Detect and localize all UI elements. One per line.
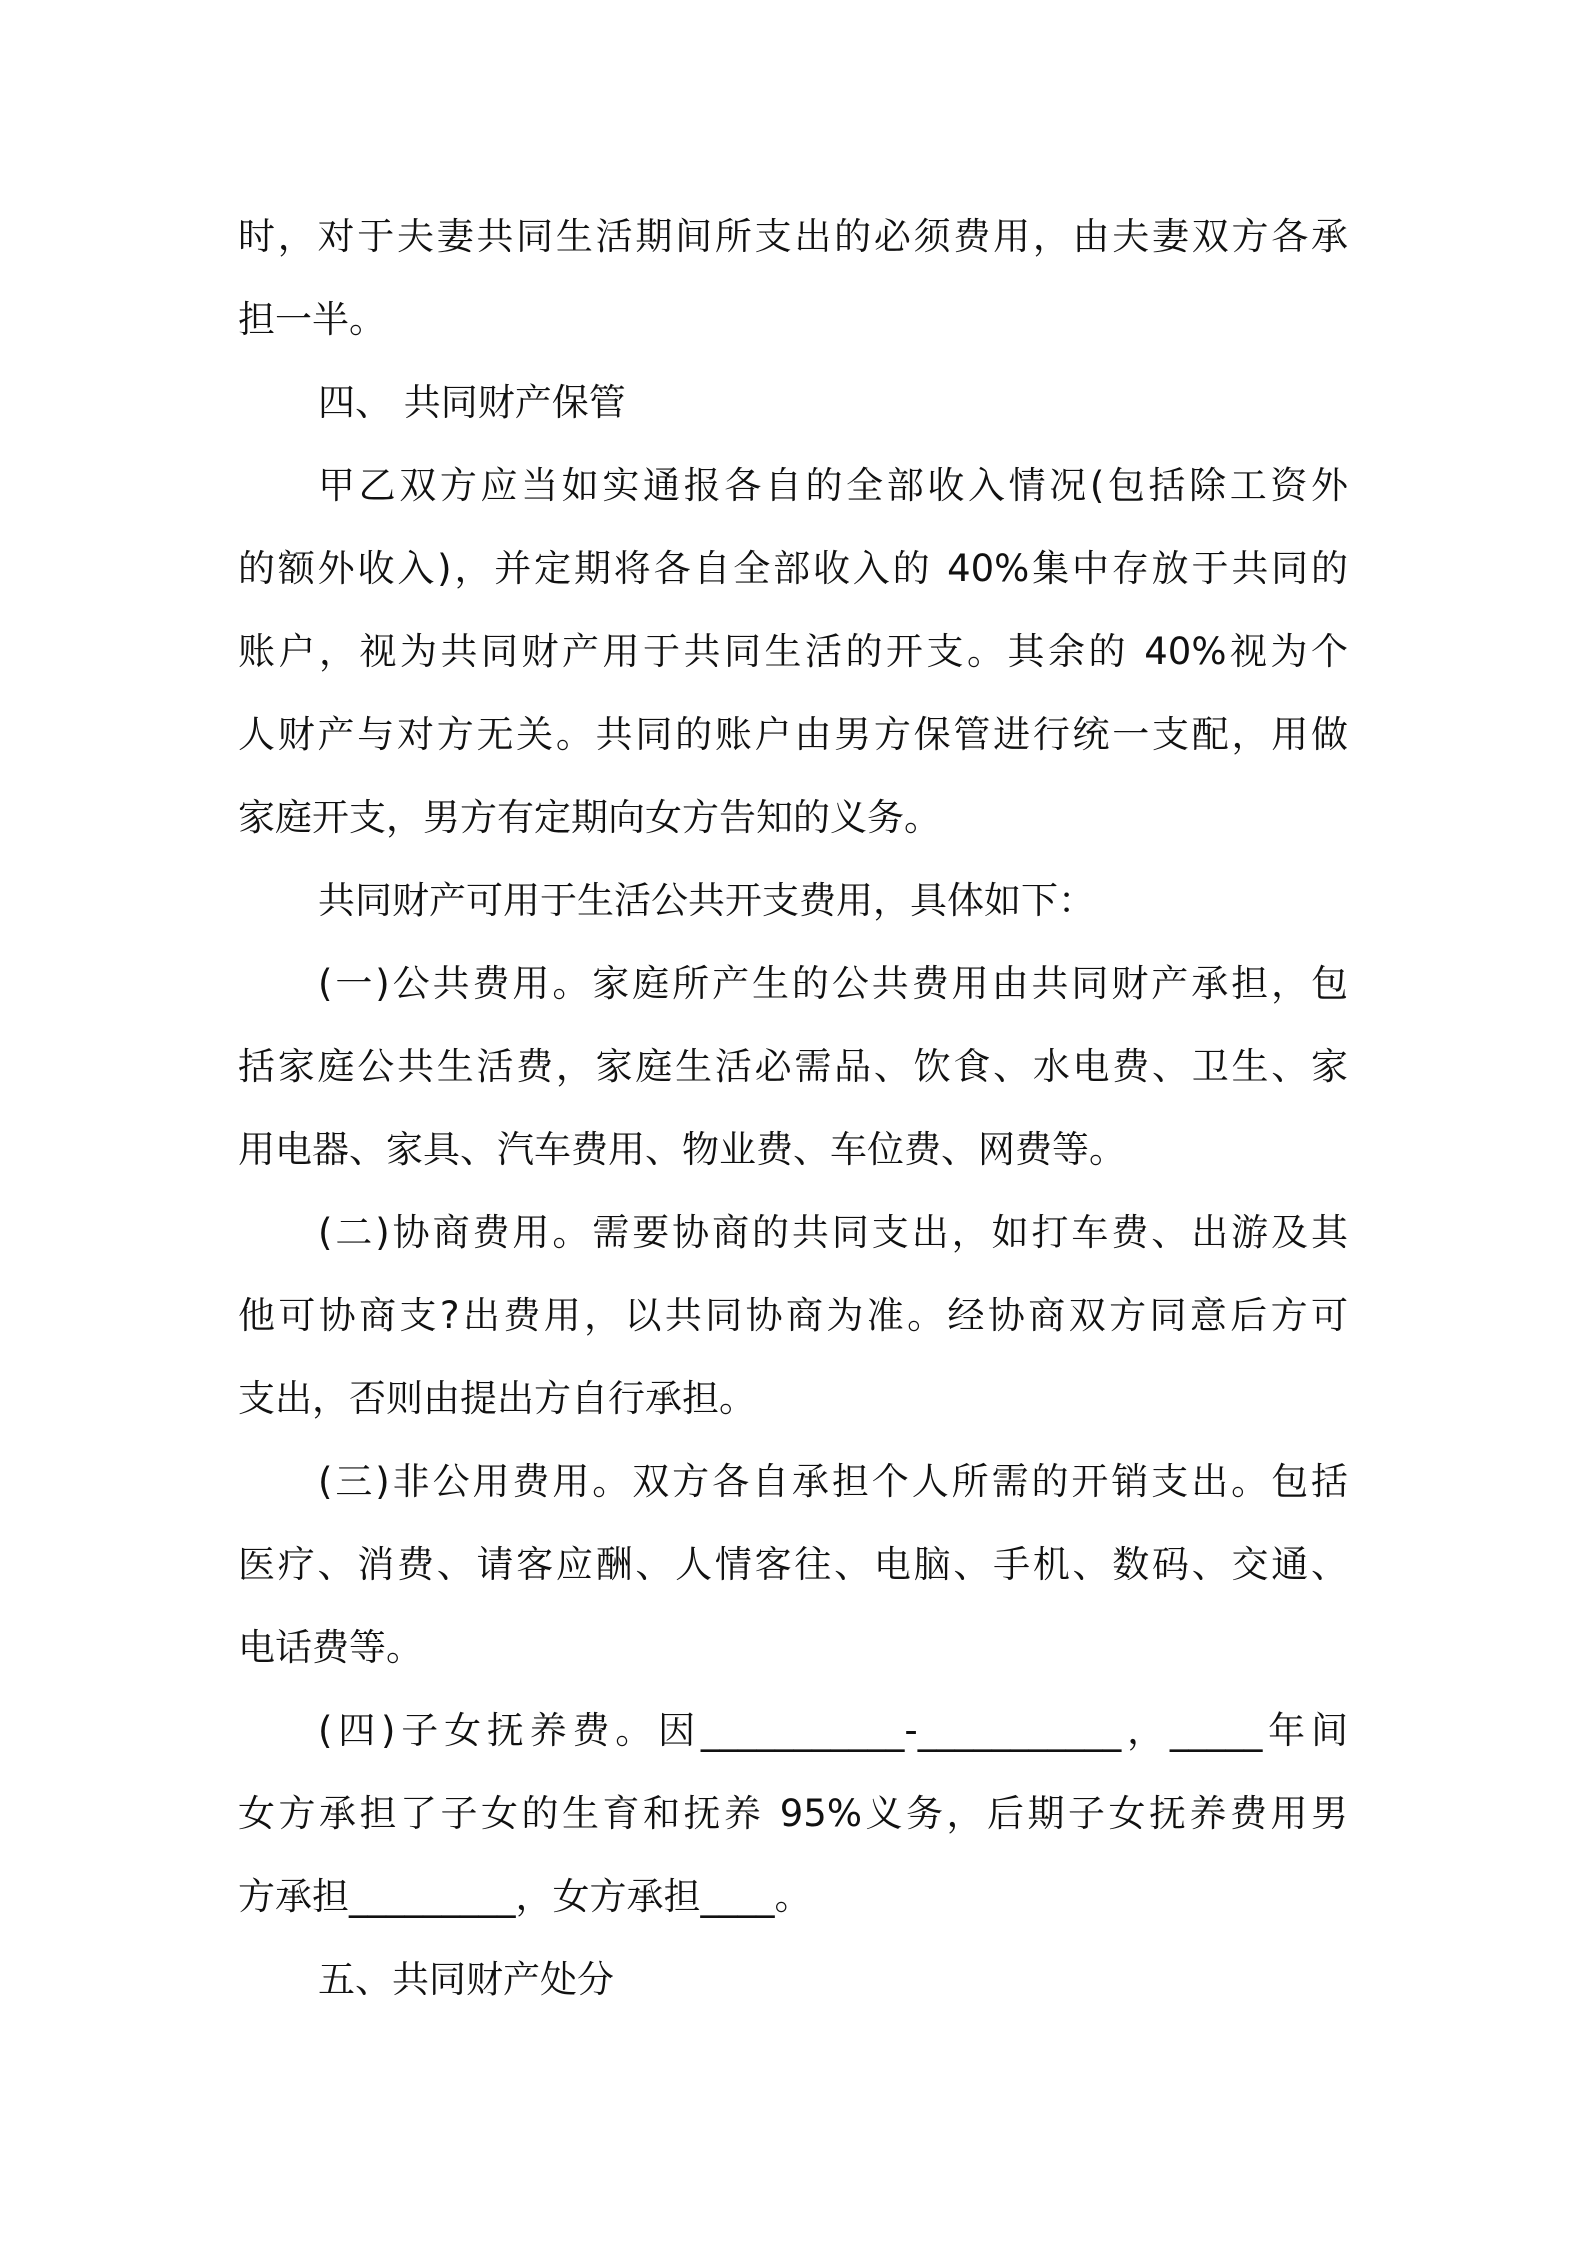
paragraph-line: 共同财产可用于生活公共开支费用，具体如下：: [318, 879, 1095, 922]
paragraph-line: 家庭开支，男方有定期向女方告知的义务。: [238, 796, 941, 839]
paragraph-line: 甲乙双方应当如实通报各自的全部收入情况(包括除工资外: [318, 464, 1348, 507]
paragraph-line: 女方承担了子女的生育和抚养 95%义务，后期子女抚养费用男: [238, 1792, 1348, 1835]
paragraph-line: (二)协商费用。需要协商的共同支出，如打车费、出游及其: [318, 1211, 1348, 1254]
document-body: [238, 195, 1348, 2021]
paragraph-line: 的额外收入)，并定期将各自全部收入的 40%集中存放于共同的: [238, 547, 1348, 590]
paragraph-line: (一)公共费用。家庭所产生的公共费用由共同财产承担，包: [318, 962, 1348, 1005]
paragraph-line: 电话费等。: [238, 1626, 423, 1669]
paragraph-line: 账户，视为共同财产用于共同生活的开支。其余的 40%视为个: [238, 630, 1348, 673]
paragraph-line: 时，对于夫妻共同生活期间所支出的必须费用，由夫妻双方各承: [238, 215, 1348, 258]
section-heading: 四、 共同财产保管: [318, 381, 626, 424]
paragraph-line: 括家庭公共生活费，家庭生活必需品、饮食、水电费、卫生、家: [238, 1045, 1348, 1088]
paragraph-line: 他可协商支?出费用，以共同协商为准。经协商双方同意后方可: [238, 1294, 1348, 1337]
paragraph-line: 医疗、消费、请客应酬、人情客往、电脑、手机、数码、交通、: [238, 1543, 1348, 1586]
paragraph-line: 用电器、家具、汽车费用、物业费、车位费、网费等。: [238, 1128, 1126, 1171]
paragraph-line: 支出，否则由提出方自行承担。: [238, 1377, 756, 1420]
paragraph-line: 担一半。: [238, 298, 386, 341]
paragraph-line: (四)子女抚养费。因___________-___________，_____年间: [318, 1709, 1348, 1752]
paragraph-line: 人财产与对方无关。共同的账户由男方保管进行统一支配，用做: [238, 713, 1348, 756]
paragraph-line: 方承担_________，女方承担____。: [238, 1875, 812, 1918]
paragraph-line: (三)非公用费用。双方各自承担个人所需的开销支出。包括: [318, 1460, 1348, 1503]
section-heading: 五、共同财产处分: [318, 1958, 614, 2001]
